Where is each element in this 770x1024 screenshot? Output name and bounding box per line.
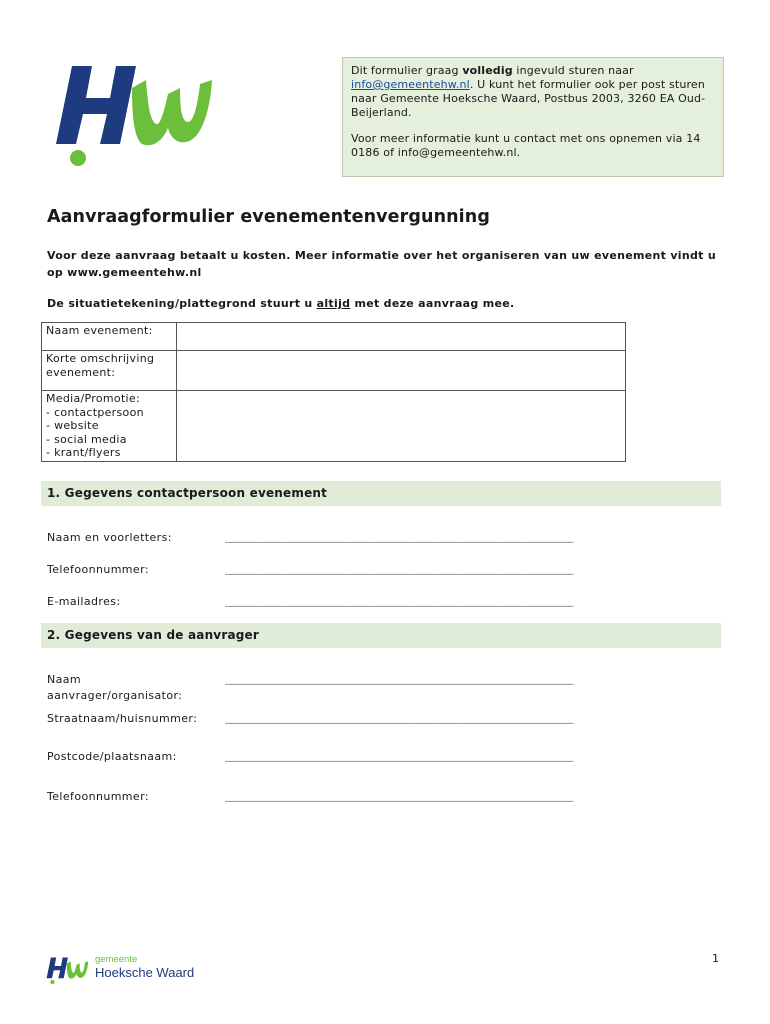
section-header-applicant: 2. Gegevens van de aanvrager: [41, 623, 721, 648]
intro-drawing-note: [47, 297, 514, 310]
media-title: Media/Promotie:: [46, 392, 140, 405]
info-text: ingevuld sturen naar: [512, 64, 634, 77]
contact-phone-label: Telefoonnummer:: [47, 563, 149, 576]
logo-h-blue: [56, 66, 136, 144]
event-name-label: Naam evenement:: [42, 323, 177, 351]
logo-w-green: [132, 80, 212, 145]
footer-hw-mark: [45, 954, 89, 986]
event-name-field[interactable]: [177, 323, 626, 351]
footer-gemeente: gemeente: [95, 954, 138, 965]
info-box: [342, 57, 724, 177]
street-label: Straatnaam/huisnummer:: [47, 712, 198, 725]
contact-phone-field[interactable]: _______________________________________________________________________: [225, 562, 573, 575]
media-promotion-label: [42, 391, 177, 462]
media-option: - website: [46, 419, 99, 432]
note-underlined: altijd: [316, 297, 351, 310]
street-field[interactable]: _______________________________________________________________________: [225, 711, 573, 724]
media-option: - krant/flyers: [46, 446, 121, 459]
event-table: [41, 322, 626, 462]
applicant-phone-field[interactable]: _______________________________________________________________________: [225, 789, 573, 802]
info-paragraph-2: Voor meer informatie kunt u contact met ons opnemen via 14 0186 of info@gemeentehw.nl.: [351, 132, 701, 159]
applicant-name-label: Naam aanvrager/organisator:: [47, 673, 183, 702]
section-header-contact: 1. Gegevens contactpersoon evenement: [41, 481, 721, 506]
media-option: - social media: [46, 432, 127, 446]
info-bold: volledig: [462, 64, 513, 77]
event-description-label: Korte omschrijving evenement:: [42, 351, 177, 391]
table-row: [42, 351, 626, 391]
table-row: [42, 391, 626, 462]
note-text: met deze aanvraag mee.: [350, 297, 515, 310]
page-number: 1: [712, 952, 719, 965]
applicant-phone-label: Telefoonnummer:: [47, 790, 149, 803]
logo-dot: [70, 150, 86, 166]
footer-name: Hoeksche Waard: [95, 965, 195, 980]
email-link[interactable]: info@gemeentehw.nl: [351, 78, 470, 91]
media-option: - contactpersoon: [46, 405, 144, 419]
info-paragraph-1: [351, 64, 715, 120]
info-text: . U kunt het formulier ook per post sturen naar Gemeente Hoeksche Waard, Postbus 2003, 3260 EA Oud-Beijerland.: [351, 78, 706, 119]
contact-name-field[interactable]: _______________________________________________________________________: [225, 530, 573, 543]
page-title: Aanvraagformulier evenementenvergunning: [47, 207, 490, 227]
contact-name-label: Naam en voorletters:: [47, 531, 172, 544]
postcode-field[interactable]: _______________________________________________________________________: [225, 749, 573, 762]
applicant-name-field[interactable]: _______________________________________________________________________: [225, 672, 573, 685]
postcode-label: Postcode/plaatsnaam:: [47, 750, 177, 763]
hw-logo: [50, 58, 215, 168]
media-promotion-field[interactable]: [177, 391, 626, 462]
info-text: Dit formulier graag: [351, 64, 463, 77]
event-description-field[interactable]: [177, 351, 626, 391]
footer-logo: [45, 952, 205, 988]
contact-email-field[interactable]: _______________________________________________________________________: [225, 594, 573, 607]
intro-text: Voor deze aanvraag betaalt u kosten. Meer informatie over het organiseren van uw evenement vindt u op www.gemeentehw.nl: [47, 249, 716, 279]
note-text: De situatietekening/plattegrond stuurt u: [47, 297, 317, 310]
contact-email-label: E-mailadres:: [47, 595, 121, 608]
table-row: [42, 323, 626, 351]
